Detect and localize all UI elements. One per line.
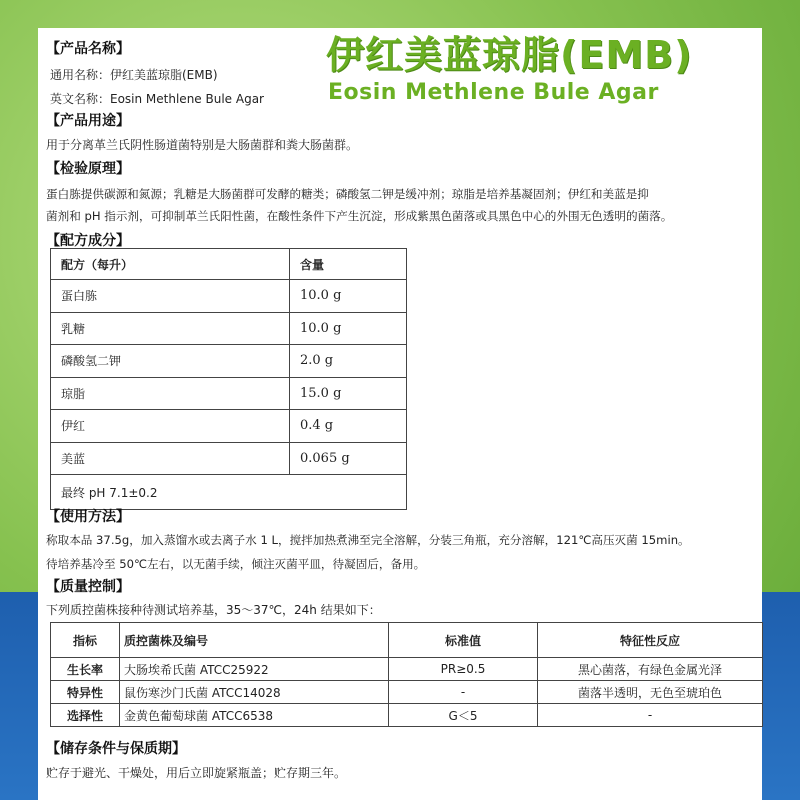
section-heading-principle: 【检验原理】 bbox=[46, 161, 130, 177]
qc-reaction: 菌落半透明，无色至琥珀色 bbox=[538, 681, 763, 704]
qc-indicator: 特异性 bbox=[51, 681, 120, 704]
qc-strain: 大肠埃希氏菌 ATCC25922 bbox=[120, 658, 389, 681]
ingredient-amount: 10.0 g bbox=[290, 280, 407, 313]
principle-line-1: 蛋白胨提供碳源和氮源；乳糖是大肠菌群可发酵的糖类；磷酸氢二钾是缓冲剂；琼脂是培养基凝固剂；伊红和美蓝是抑 bbox=[46, 187, 649, 201]
ingredient-name: 乳糖 bbox=[51, 312, 290, 345]
principle-line-2: 菌剂和 pH 指示剂，可抑制革兰氏阳性菌，在酸性条件下产生沉淀，形成紫黑色菌落或具黑色中心的外围无色透明的菌落。 bbox=[46, 209, 673, 223]
english-name: 英文名称：Eosin Methlene Bule Agar bbox=[50, 92, 264, 106]
ingredient-amount: 0.065 g bbox=[290, 442, 407, 475]
qc-header-standard: 标准值 bbox=[389, 623, 538, 658]
ingredient-amount: 0.4 g bbox=[290, 410, 407, 443]
qc-intro: 下列质控菌株接种待测试培养基，35～37℃，24h 结果如下： bbox=[46, 603, 381, 617]
formula-row bbox=[51, 377, 407, 410]
section-heading-storage: 【储存条件与保质期】 bbox=[46, 741, 186, 757]
usage-line-2: 待培养基冷至 50℃左右，以无菌手续，倾注灭菌平皿，待凝固后，备用。 bbox=[46, 557, 426, 571]
final-ph: 最终 pH 7.1±0.2 bbox=[51, 475, 407, 510]
ingredient-amount: 15.0 g bbox=[290, 377, 407, 410]
qc-strain: 金黄色葡萄球菌 ATCC6538 bbox=[120, 704, 389, 727]
ingredient-name: 伊红 bbox=[51, 410, 290, 443]
qc-table bbox=[50, 622, 763, 727]
qc-indicator: 选择性 bbox=[51, 704, 120, 727]
qc-standard: G＜5 bbox=[389, 704, 538, 727]
qc-strain: 鼠伤寒沙门氏菌 ATCC14028 bbox=[120, 681, 389, 704]
qc-indicator: 生长率 bbox=[51, 658, 120, 681]
section-heading-name: 【产品名称】 bbox=[46, 41, 130, 57]
product-title-cn: 伊红美蓝琼脂(EMB) bbox=[326, 33, 693, 77]
formula-row bbox=[51, 410, 407, 443]
use-text: 用于分离革兰氏阴性肠道菌特别是大肠菌群和粪大肠菌群。 bbox=[46, 138, 359, 152]
qc-row bbox=[51, 681, 763, 704]
qc-standard: - bbox=[389, 681, 538, 704]
ingredient-name: 磷酸氢二钾 bbox=[51, 345, 290, 378]
ingredient-amount: 2.0 g bbox=[290, 345, 407, 378]
section-heading-formula: 【配方成分】 bbox=[46, 233, 130, 249]
section-heading-use: 【产品用途】 bbox=[46, 113, 130, 129]
qc-row bbox=[51, 658, 763, 681]
generic-name: 通用名称：伊红美蓝琼脂(EMB) bbox=[50, 68, 218, 82]
formula-table bbox=[50, 248, 407, 510]
ingredient-name: 蛋白胨 bbox=[51, 280, 290, 313]
section-heading-qc: 【质量控制】 bbox=[46, 579, 130, 595]
usage-line-1: 称取本品 37.5g，加入蒸馏水或去离子水 1 L，搅拌加热煮沸至完全溶解，分装三角瓶，充分溶解，121℃高压灭菌 15min。 bbox=[46, 533, 690, 547]
qc-header-indicator: 指标 bbox=[51, 623, 120, 658]
formula-header-ingredient: 配方（每升） bbox=[51, 249, 290, 280]
formula-header-amount: 含量 bbox=[290, 249, 407, 280]
formula-row bbox=[51, 442, 407, 475]
qc-header-reaction: 特征性反应 bbox=[538, 623, 763, 658]
ingredient-name: 美蓝 bbox=[51, 442, 290, 475]
ingredient-amount: 10.0 g bbox=[290, 312, 407, 345]
qc-reaction: - bbox=[538, 704, 763, 727]
qc-row bbox=[51, 704, 763, 727]
section-heading-usage: 【使用方法】 bbox=[46, 509, 130, 525]
qc-header-strain: 质控菌株及编号 bbox=[120, 623, 389, 658]
formula-row bbox=[51, 345, 407, 378]
qc-reaction: 黑心菌落，有绿色金属光泽 bbox=[538, 658, 763, 681]
ingredient-name: 琼脂 bbox=[51, 377, 290, 410]
formula-row bbox=[51, 312, 407, 345]
storage-text: 贮存于避光、干燥处，用后立即旋紧瓶盖；贮存期三年。 bbox=[46, 766, 347, 780]
product-title-en: Eosin Methlene Bule Agar bbox=[328, 80, 659, 105]
qc-standard: PR≥0.5 bbox=[389, 658, 538, 681]
formula-row bbox=[51, 280, 407, 313]
